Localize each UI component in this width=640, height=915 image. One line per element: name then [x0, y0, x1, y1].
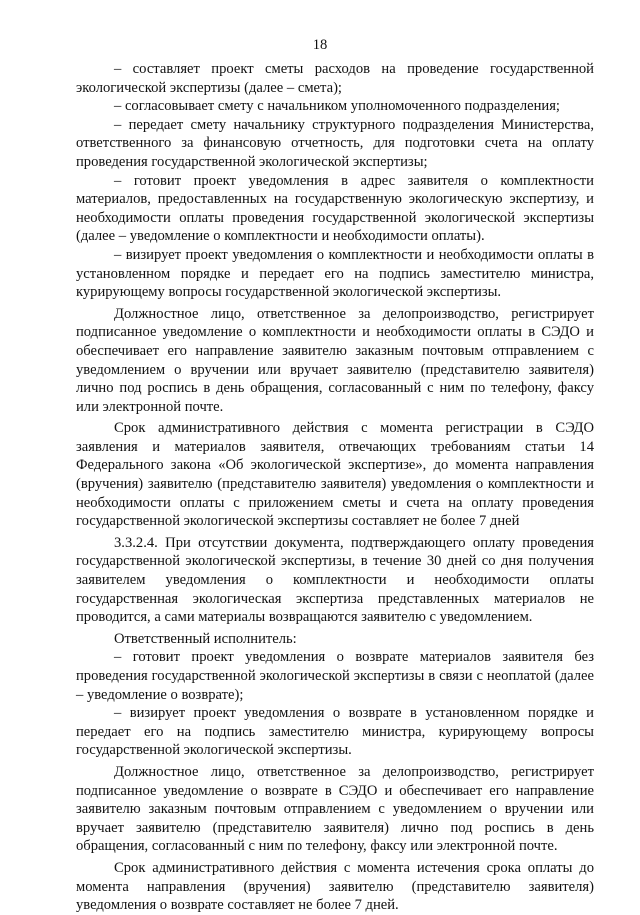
paragraph-responsible-executor: Ответственный исполнитель:	[114, 630, 297, 647]
paragraph-records-officer-return: Должностное лицо, ответственное за делопроизводство, регистрирует подписанное уведомление о возврате в СЭДО и обеспечивает его направление заявителю заказным почтовым отправлением с уведомлением о вручении или вручает заявителю (представителю заявителя) лично под роспись в день обращения, согласованный с ним по телефону, факсу или электронной почте.	[76, 763, 594, 855]
paragraph-records-officer-completeness: Должностное лицо, ответственное за делопроизводство, регистрирует подписанное уведомление о комплектности и необходимости оплаты в СЭДО и обеспечивает его направление заявителю заказным почтовым отправлением с уведомлением о вручении или вручает заявителю (представителю заявителя) лично под роспись в день обращения, согласованный с ним по телефону, факсу или электронной почте.	[76, 305, 594, 415]
paragraph-term-return: Срок административного действия с момента истечения срока оплаты до момента направления (вручения) заявителю (представителю заявителя) уведомления о возврате составляет не более 7 дней.	[76, 859, 594, 914]
paragraph-estimate-draft: – составляет проект сметы расходов на проведение государственной экологической экспертизы (далее – смета);	[76, 61, 594, 96]
paragraph-completeness-notice-endorse: – визирует проект уведомления о комплектности и необходимости оплаты в установленном порядке и передает его на подпись заместителю министра, курирующему вопросы государственной экологической экспертизы.	[76, 246, 594, 301]
paragraph-estimate-transfer: – передает смету начальнику структурного подразделения Министерства, ответственного за финансовую отчетность, для подготовки счета на оплату проведения государственной экологической экспертизы;	[76, 116, 594, 170]
paragraph-completeness-notice-draft: – готовит проект уведомления в адрес заявителя о комплектности материалов, предоставленных на государственную экологическую экспертизу, и необходимости оплаты проведения государственной экологической экспертизы (далее – уведомление о комплектности и необходимости оплаты).	[76, 172, 594, 245]
document-body	[76, 60, 594, 915]
paragraph-estimate-approval: – согласовывает смету с начальником уполномоченного подразделения;	[114, 98, 560, 115]
page-number: 18	[312, 37, 328, 53]
paragraph-term-completeness: Срок административного действия с момента регистрации в СЭДО заявления и материалов заявителя, отвечающих требованиям статьи 14 Федерального закона «Об экологической экспертизе», до момента направления (вручения) заявителю (представителю заявителя) уведомления о комплектности и необходимости оплаты с приложением сметы и счета на оплату проведения государственной экологической экспертизы составляет не более 7 дней	[76, 420, 594, 530]
paragraph-section-3-3-2-4: 3.3.2.4. При отсутствии документа, подтверждающего оплату проведения государственной экологической экспертизы, в течение 30 дней со дня получения заявителем уведомления о комплектности и необходимости оплаты государственная экологическая экспертиза представленных материалов не проводится, а сами материалы возвращаются заявителю с уведомлением.	[76, 534, 594, 626]
paragraph-return-notice-draft: – готовит проект уведомления о возврате материалов заявителя без проведения государственной экологической экспертизы в связи с неоплатой (далее – уведомление о возврате);	[76, 649, 594, 703]
paragraph-return-notice-endorse: – визирует проект уведомления о возврате в установленном порядке и передает его на подпись заместителю министра, курирующему вопросы государственной экологической экспертизы.	[76, 705, 594, 759]
